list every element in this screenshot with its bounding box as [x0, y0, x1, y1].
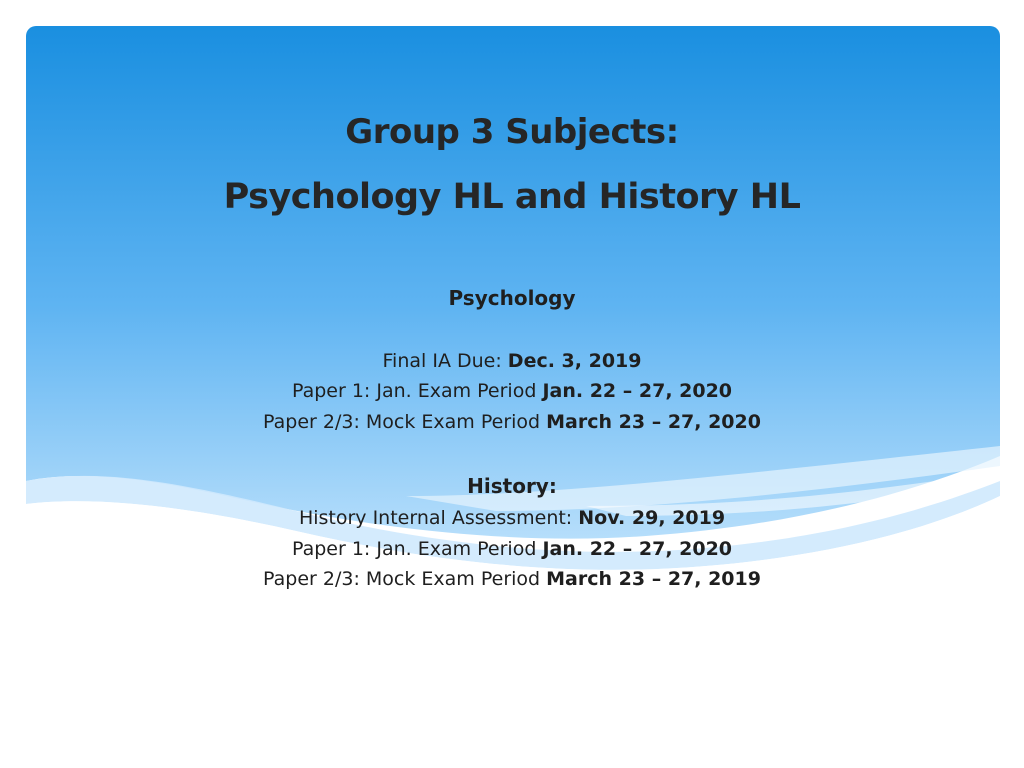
- psychology-item: [0, 380, 1024, 402]
- item-date: Jan. 22 – 27, 2020: [542, 538, 733, 560]
- psychology-item: [0, 350, 1024, 372]
- history-item: [0, 538, 1024, 560]
- item-date: Dec. 3, 2019: [507, 350, 642, 372]
- item-date: March 23 – 27, 2019: [546, 568, 761, 590]
- item-label: Paper 2/3: Mock Exam Period: [263, 411, 547, 433]
- item-date: Jan. 22 – 27, 2020: [542, 380, 733, 402]
- item-label: Paper 1: Jan. Exam Period: [291, 538, 543, 560]
- history-item: [0, 507, 1024, 529]
- item-date: Nov. 29, 2019: [578, 507, 726, 529]
- item-label: Final IA Due:: [382, 350, 508, 372]
- slide-title-line2: Psychology HL and History HL: [223, 177, 801, 217]
- item-date: March 23 – 27, 2020: [546, 411, 761, 433]
- psychology-item: [0, 411, 1024, 433]
- history-item: [0, 568, 1024, 590]
- item-label: History Internal Assessment:: [298, 507, 579, 529]
- item-label: Paper 1: Jan. Exam Period: [291, 380, 543, 402]
- slide-title-line1: Group 3 Subjects:: [345, 112, 679, 152]
- item-label: Paper 2/3: Mock Exam Period: [263, 568, 547, 590]
- psychology-heading: Psychology: [448, 286, 576, 310]
- history-heading: History:: [467, 474, 557, 498]
